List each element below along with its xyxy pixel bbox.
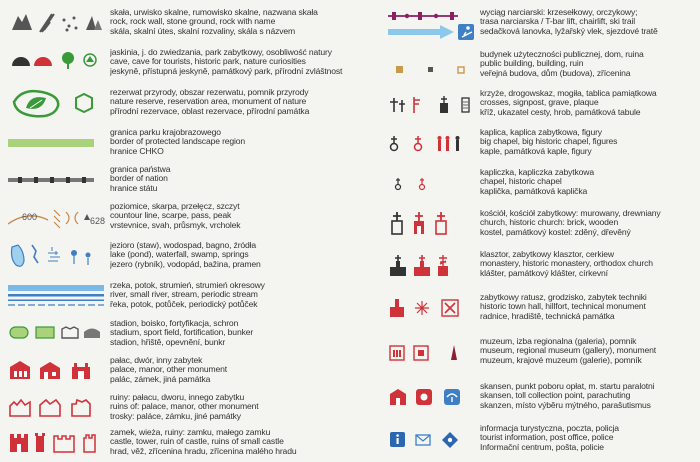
legend-text-line: rezerwat przyrody, obszar rezerwatu, pomnik przyrody	[110, 88, 309, 97]
legend-text-line: skansen, punkt poboru opłat, m. startu paralotni	[480, 382, 655, 391]
legend-text-line: chapel, historic chapel	[480, 177, 562, 187]
legend-text-line: church, historic church: brick, wooden	[480, 218, 619, 228]
legend-row-church	[388, 209, 700, 245]
rock-icon	[12, 14, 32, 30]
chairlift-icon	[388, 12, 458, 20]
nature-curiosity-icon	[84, 54, 96, 66]
technical-monument-icon	[442, 300, 458, 316]
regional-museum-icon	[414, 346, 428, 360]
legend-text-line: museum, regional museum (gallery), monument	[480, 346, 656, 356]
legend-row-information	[388, 424, 700, 462]
monastery-icons	[388, 254, 476, 278]
stone-ground-icon	[63, 17, 78, 32]
legend-text-line: crosses, signpost, grave, plaque	[480, 98, 599, 108]
big-chapel-icons	[388, 133, 476, 155]
museum-icons	[388, 343, 476, 363]
legend-text-line: granica parku krajobrazowego	[110, 128, 221, 137]
legend-text	[110, 88, 386, 116]
legend-text-line: monastery, historic monastery, orthodox church	[480, 259, 653, 269]
legend-text-line: nature reserve, reservation area, monument of nature	[110, 97, 307, 107]
stadium-icon	[10, 327, 28, 338]
manor-ruin-icon	[40, 400, 60, 416]
signpost-icon	[414, 97, 420, 113]
legend-text-line: big chapel, big historic chapel, figures	[480, 137, 618, 147]
legend-text-line: kapliczka, kapliczka zabytkowa	[480, 168, 594, 177]
legend-text-line: klasztor, zabytkowy klasztor, cerkiew	[480, 250, 614, 259]
fortification-icon	[62, 327, 78, 338]
legend-text-line: skała, urwisko skalne, rumowisko skalne, nazwana skała	[110, 8, 318, 17]
legend-text-line: trasa narciarska / T-bar lift, chairlift, ski trail	[480, 17, 636, 27]
church-icon	[392, 212, 402, 234]
legend-row-skansen	[388, 382, 700, 420]
legend-text	[110, 319, 386, 347]
legend-row-museum	[388, 337, 700, 375]
legend-row-castle	[0, 428, 390, 462]
nature-monument-icon	[76, 94, 92, 112]
manor-icon	[40, 362, 60, 379]
legend-text-line: sedačková lanovka, lyžařský vlek, sjezdové tratě	[480, 26, 658, 36]
legend-text-line: stadium, sport field, fortification, bunker	[110, 328, 254, 338]
legend-text	[110, 241, 386, 269]
legend-text-line: poziomice, skarpa, przełęcz, szczyt	[110, 202, 240, 211]
palace-icons	[8, 359, 104, 381]
skansen-icons	[388, 386, 476, 408]
legend-text-line: kaplička, památková kaplička	[480, 186, 588, 196]
legend-row-lakes	[0, 241, 390, 277]
legend-text-line: přírodní rezervace, oblast rezervace, přírodní památka	[110, 106, 310, 116]
nature-reserve-icon	[26, 97, 46, 109]
legend-text-line: Informační centrum, pošta, policie	[480, 442, 604, 452]
legend-row-caves	[0, 48, 390, 84]
legend-text-line: stadion, boisko, fortyfikacja, schron	[110, 319, 239, 328]
stream-icon	[8, 300, 104, 302]
town-hall-icons	[388, 297, 476, 319]
town-hall-icon	[390, 299, 404, 317]
legend-text-line: jezero (rybník), vodopád, bažina, pramen	[110, 259, 261, 269]
legend-row-state-border	[0, 165, 390, 195]
named-rock-icon	[86, 16, 96, 30]
ruin-icons	[8, 396, 104, 418]
paragliding-icon	[444, 389, 460, 405]
legend-text	[110, 8, 386, 36]
legend-text-line: krzyże, drogowskaz, mogiła, tablica pamiątkowa	[480, 89, 657, 98]
legend-text-line: stadion, hřiště, opevnění, bunkr	[110, 337, 226, 347]
legend-text	[480, 89, 696, 117]
legend-text-line: jeskyně, přístupná jeskyně, památkový park, přírodní zvláštnost	[110, 66, 343, 76]
legend-row-rivers	[0, 281, 390, 317]
legend-text-line: lake (pond), waterfall, swamp, springs	[110, 250, 249, 260]
tourist-information-icon	[390, 432, 405, 447]
svg-text:628: 628	[90, 216, 106, 226]
monastery-icon	[390, 255, 406, 276]
state-border-icon	[8, 175, 94, 185]
legend-row-ski	[388, 8, 700, 48]
legend-text-line: trosky: paláce, zámku, jiné památky	[110, 411, 241, 421]
toll-point-icon	[416, 389, 432, 405]
ski-icons	[388, 8, 476, 46]
wooden-church-icon	[436, 212, 446, 234]
legend-text	[110, 128, 386, 156]
skansen-icon	[390, 389, 406, 405]
legend-text-line: border of nation	[110, 174, 168, 184]
legend-text-line: skanzen, místo výběru mýtného, parašutismus	[480, 400, 651, 410]
legend-text-line: ruins of: palace, manor, other monument	[110, 402, 259, 412]
legend-text	[110, 281, 386, 309]
river-icon	[8, 285, 104, 291]
big-chapel-icon	[391, 136, 398, 151]
legend-text-line: hrad, věž, zřícenina hradu, zřícenina malého hradu	[110, 446, 297, 456]
castle-ruin-icon	[54, 436, 74, 452]
sport-field-icon	[36, 327, 54, 338]
legend-text-line: tourist information, post office, police	[480, 433, 614, 443]
legend-text	[480, 337, 696, 365]
tourist-cave-icon	[34, 57, 52, 66]
monument-ruin-icon	[72, 400, 90, 416]
building-icons	[388, 64, 476, 78]
legend-text-line: hranice CHKO	[110, 146, 164, 156]
river-icons	[8, 284, 104, 310]
scarpe-icon	[54, 210, 60, 228]
legend-text-line: river, small river, stream, periodic stream	[110, 290, 258, 300]
cave-icons	[8, 48, 104, 74]
legend-text-line: muzeum, izba regionalna (galeria), pomnik	[480, 337, 637, 346]
legend-text-line: muzeum, krajové muzeum (galerie), pomník	[480, 355, 642, 365]
small-river-icon	[8, 294, 104, 297]
legend-text-line: castle, tower, ruin of castle, ruins of small castle	[110, 437, 284, 447]
legend-text	[480, 168, 696, 196]
legend-row-contours	[0, 202, 390, 234]
public-building-icon	[396, 66, 403, 73]
legend-text-line: skansen, toll collection point, parachuting	[480, 391, 631, 401]
legend-text-line: ruiny: pałacu, dworu, innego zabytku	[110, 393, 245, 402]
legend-row-rocks	[0, 8, 390, 44]
building-icon	[428, 67, 433, 72]
legend-row-palace	[0, 356, 390, 390]
church-icons	[388, 211, 476, 237]
legend-text-line: kościół, kościół zabytkowy: murowany, drewniany	[480, 209, 661, 218]
legend-row-ruins	[0, 393, 390, 427]
legend-text-line: zamek, wieża, ruiny: zamku, małego zamku	[110, 428, 271, 437]
figures-icon	[438, 136, 450, 151]
contour-icons	[8, 202, 108, 230]
cross-icon	[390, 98, 405, 112]
historic-park-icon	[62, 52, 74, 69]
legend-text	[480, 424, 696, 452]
lake-icon	[12, 245, 25, 266]
police-icon	[442, 432, 458, 448]
pass-icon	[66, 212, 78, 224]
brick-church-icon	[414, 212, 424, 234]
legend-text	[110, 393, 386, 421]
legend-text-line: cave, cave for tourists, historic park, nature curiosities	[110, 57, 306, 67]
legend-text-line: klášter, památkový klášter, církevní	[480, 268, 608, 278]
legend-text-line: skála, skalní útes, skalní rozvaliny, skála s názvem	[110, 26, 296, 36]
hillfort-icon	[415, 301, 429, 315]
legend-row-crosses	[388, 89, 700, 125]
chapel-icon	[396, 178, 401, 190]
legend-row-small-chapel	[388, 168, 700, 204]
museum-icon	[390, 346, 404, 360]
swamp-icon	[48, 247, 60, 261]
post-office-icon	[416, 435, 430, 445]
springs-icon	[71, 250, 91, 265]
legend-text-line: vrstevnice, svah, průsmyk, vrcholek	[110, 220, 241, 230]
legend-text-line: rock, rock wall, stone ground, rock with name	[110, 17, 276, 27]
legend-text-line: rzeka, potok, strumień, strumień okresowy	[110, 281, 265, 290]
legend-text	[480, 50, 696, 78]
legend-row-big-chapel	[388, 128, 700, 164]
svg-text:600: 600	[22, 212, 38, 222]
legend-text	[480, 250, 696, 278]
legend-text-line: pałac, dwór, inny zabytek	[110, 356, 203, 365]
legend-text	[110, 48, 386, 76]
plaque-icon	[462, 98, 469, 112]
legend-text-line: kříž, ukazatel cesty, hrob, památková tabule	[480, 107, 641, 117]
legend-text-line: budynek użyteczności publicznej, dom, ruina	[480, 50, 644, 59]
rock-wall-icon	[40, 14, 54, 32]
ruin-icon	[458, 67, 464, 73]
legend-text-line: informacja turystyczna, poczta, policja	[480, 424, 619, 433]
grave-icon	[440, 96, 448, 113]
lake-icons	[8, 241, 104, 271]
monument-icon	[451, 345, 457, 360]
legend-text-line: public building, building, ruin	[480, 59, 584, 69]
figure-icon	[456, 136, 460, 151]
legend-row-buildings	[388, 50, 700, 86]
legend-text-line: řeka, potok, potůček, periodický potůček	[110, 299, 258, 309]
legend-text-line: border of protected landscape region	[110, 137, 246, 147]
legend-text	[480, 209, 696, 237]
orthodox-church-icon	[438, 255, 448, 276]
cross-icons	[388, 95, 476, 115]
legend-text	[110, 165, 386, 193]
palace-ruin-icon	[10, 400, 30, 416]
legend-text-line: jezioro (staw), wodospad, bagno, źródła	[110, 241, 257, 250]
tower-icon	[35, 433, 45, 452]
castle-icons	[8, 430, 104, 454]
historic-monastery-icon	[414, 255, 430, 276]
legend-text	[480, 293, 696, 321]
legend-text-line: veřejná budova, dům (budova), zřícenina	[480, 68, 631, 78]
waterfall-icon	[32, 245, 38, 263]
sport-icons	[8, 324, 104, 342]
legend-text-line: kostel, památkový kostel: zděný, dřevěný	[480, 227, 631, 237]
cave-icon	[12, 57, 30, 66]
legend-text-line: palác, zámek, jiná památka	[110, 374, 211, 384]
skier-icon	[458, 24, 474, 40]
rock-icons	[8, 8, 104, 36]
legend-row-town-hall	[388, 293, 700, 331]
ski-trail-icon	[388, 25, 454, 39]
legend-text	[110, 356, 386, 384]
legend-text-line: granica państwa	[110, 165, 171, 174]
legend-row-reserve	[0, 88, 390, 124]
legend-text-line: wyciąg narciarski: krzesełkowy, orczykowy;	[480, 8, 638, 17]
legend-text	[110, 428, 386, 456]
legend-text-line: historic town hall, hillfort, technical monument	[480, 302, 646, 312]
bunker-icon	[84, 329, 100, 339]
legend-text	[110, 202, 386, 230]
legend-row-landscape-border	[0, 128, 390, 158]
info-icons	[388, 430, 476, 450]
small-castle-ruin-icon	[84, 435, 95, 452]
legend-row-stadium	[0, 319, 390, 353]
legend-text-line: countour line, scarpe, pass, peak	[110, 211, 232, 221]
legend-text-line: palace, manor, other monument	[110, 365, 227, 375]
legend-text	[480, 382, 696, 410]
legend-text	[480, 8, 696, 36]
legend-text-line: radnice, hradiště, technická památka	[480, 311, 615, 321]
legend-text-line: kaple, památková kaple, figury	[480, 146, 592, 156]
legend-text-line: zabytkowy ratusz, grodzisko, zabytek techniki	[480, 293, 647, 302]
historic-chapel-icon	[415, 136, 422, 151]
legend-row-monastery	[388, 250, 700, 286]
historic-small-chapel-icon	[420, 178, 425, 190]
legend-text-line: jaskinia, j. do zwiedzania, park zabytkowy, osobliwość natury	[110, 48, 332, 57]
legend-text	[480, 128, 696, 156]
small-chapel-icons	[388, 175, 476, 193]
landscape-border-icon	[8, 138, 94, 148]
legend-text-line: hranice státu	[110, 183, 158, 193]
nature-reserve-icons	[8, 88, 104, 120]
legend-text-line: kaplica, kaplica zabytkowa, figury	[480, 128, 602, 137]
